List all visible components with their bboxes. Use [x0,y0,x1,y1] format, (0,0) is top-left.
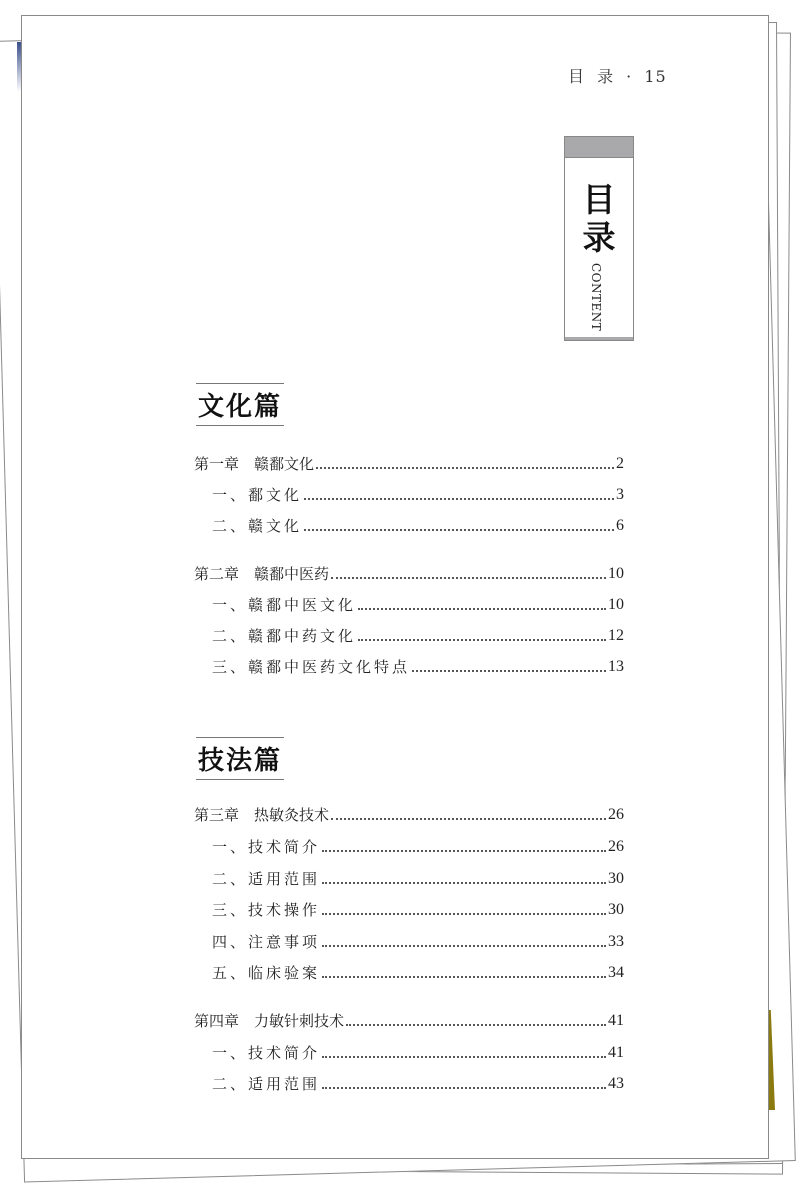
toc-chapter-entry[interactable] [194,452,624,474]
dot-leader [358,639,606,641]
entry-label: 一、赣鄱中医文化 [212,596,357,614]
contents-title-char-1: 目 [582,180,616,219]
dot-leader [358,608,606,610]
entry-page-number: 10 [608,596,624,613]
part-title: 文化篇 [196,383,284,426]
toc-chapter-entry[interactable] [194,562,624,584]
dot-leader [322,850,606,852]
toc-section-entry[interactable] [212,655,624,677]
entry-page-number: 41 [608,1044,624,1061]
toc-section-entry[interactable] [212,624,624,646]
entry-page-number: 26 [608,806,624,823]
entry-label: 一、技术简介 [212,838,321,856]
toc-section-entry[interactable] [212,898,624,920]
toc-section-entry[interactable] [212,867,624,889]
dot-leader [322,913,606,915]
entry-label: 第二章 赣鄱中医药 [194,565,330,583]
toc-section-entry[interactable] [212,961,624,983]
toc-chapter-entry[interactable] [194,803,624,825]
entry-label: 三、技术操作 [212,901,321,919]
entry-label: 二、赣鄱中药文化 [212,627,357,645]
entry-page-number: 10 [608,565,624,582]
entry-page-number: 2 [616,455,624,472]
part-title: 技法篇 [196,737,284,780]
entry-label: 第四章 力敏针刺技术 [194,1012,345,1030]
entry-page-number: 30 [608,901,624,918]
entry-label: 二、赣文化 [212,517,303,535]
entry-label: 二、适用范围 [212,870,321,888]
entry-page-number: 33 [608,933,624,950]
dot-leader [322,1056,606,1058]
contents-title [565,181,633,257]
dot-leader [331,577,606,579]
entry-label: 三、赣鄱中医药文化特点 [212,658,411,676]
entry-page-number: 41 [608,1012,624,1029]
entry-page-number: 12 [608,627,624,644]
toc-chapter-entry[interactable] [194,1009,624,1031]
entry-page-number: 26 [608,838,624,855]
contents-subtitle: CONTENT [589,263,603,332]
dot-leader [331,818,606,820]
entry-page-number: 6 [616,517,624,534]
contents-label-box [564,136,634,341]
toc-section-entry[interactable] [212,483,624,505]
dot-leader [322,1087,606,1089]
toc-section-entry[interactable] [212,835,624,857]
dot-leader [304,498,614,500]
entry-label: 一、鄱文化 [212,486,303,504]
entry-label: 五、临床验案 [212,964,321,982]
contents-title-char-2: 录 [582,218,616,257]
dot-leader [322,976,606,978]
toc-section-entry[interactable] [212,930,624,952]
entry-label: 一、技术简介 [212,1044,321,1062]
entry-page-number: 34 [608,964,624,981]
entry-label: 四、注意事项 [212,933,321,951]
entry-page-number: 3 [616,486,624,503]
toc-section-entry[interactable] [212,514,624,536]
dot-leader [322,882,606,884]
dot-leader [346,1024,606,1026]
entry-page-number: 13 [608,658,624,675]
entry-page-number: 30 [608,870,624,887]
entry-label: 二、适用范围 [212,1075,321,1093]
box-bottom-band [565,337,633,340]
entry-label: 第一章 赣鄱文化 [194,455,315,473]
dot-leader [412,670,606,672]
entry-label: 第三章 热敏灸技术 [194,806,330,824]
toc-section-entry[interactable] [212,593,624,615]
dot-leader [304,529,614,531]
toc-section-entry[interactable] [212,1041,624,1063]
running-header: 目 录 · 15 [568,67,667,86]
box-top-band [565,137,633,158]
toc-section-entry[interactable] [212,1072,624,1094]
dot-leader [322,945,606,947]
dot-leader [316,467,614,469]
book-page [21,15,769,1159]
entry-page-number: 43 [608,1075,624,1092]
